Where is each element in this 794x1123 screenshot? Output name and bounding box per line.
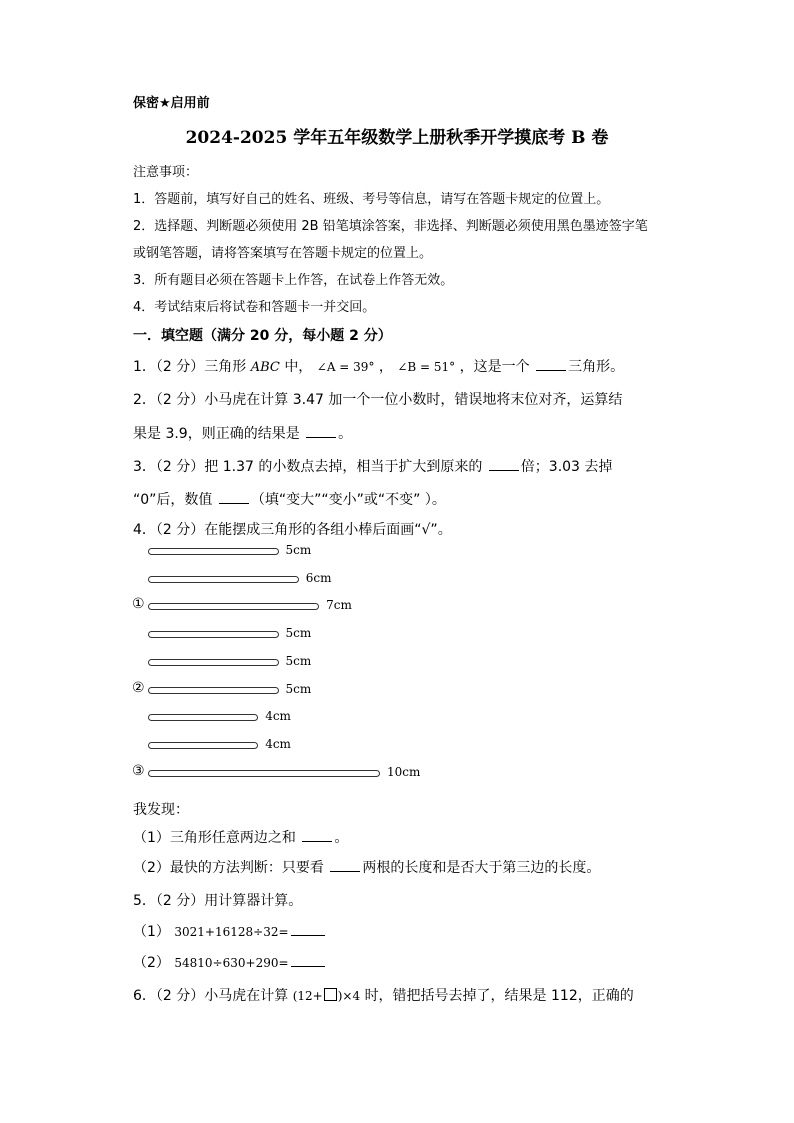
stick-length-label: 5cm: [285, 653, 312, 668]
q6-expr-b: )×4: [337, 989, 361, 1003]
discover-item-2: [133, 857, 600, 878]
q5-part-1: [133, 921, 325, 942]
q6-box: [324, 988, 337, 1001]
q1-mid: 中，: [284, 359, 313, 375]
question-5-stem: 5．（2 分）用计算器计算。: [133, 893, 303, 909]
question-2-line1: 2．（2 分）小马虎在计算 3.47 加一个一位小数时，错误地将末位对齐，运算结: [133, 392, 623, 408]
stick-bar: [148, 548, 279, 555]
q3-text-a: 3．（2 分）把 1.37 的小数点去掉，相当于扩大到原来的: [133, 459, 483, 475]
d2-answer-blank[interactable]: [330, 857, 360, 872]
q1-sep: ，: [378, 359, 393, 375]
q5-p1-answer-blank[interactable]: [291, 921, 325, 936]
stick-length-label: 4cm: [265, 709, 291, 724]
question-3-line1: [133, 456, 612, 477]
q2-text: 果是 3.9，则正确的结果是: [133, 426, 300, 442]
q1-answer-blank[interactable]: [536, 356, 566, 371]
d1-text: （1）三角形任意两边之和: [133, 830, 296, 846]
q1-angle-b: ∠B = 51°: [397, 360, 456, 374]
stick-bar: [148, 770, 380, 777]
q1-suffix2: 三角形。: [568, 359, 625, 375]
q3-answer-blank-2[interactable]: [219, 489, 249, 504]
stick-length-label: 10cm: [387, 764, 421, 779]
q3-text-c: “0”后，数值: [133, 492, 213, 508]
group-marker: ②: [132, 679, 145, 696]
stick-length-label: 4cm: [265, 736, 291, 751]
question-6: [133, 986, 634, 1006]
note-item: 2．选择题、判断题必须使用 2B 铅笔填涂答案，非选择、判断题必须使用黑色墨迹签字笔: [133, 219, 648, 234]
note-item: 4．考试结束后将试卷和答题卡一并交回。: [133, 300, 376, 315]
stick-length-label: 5cm: [285, 626, 312, 641]
q3-text-b: 倍；3.03 去掉: [520, 459, 613, 475]
question-1: [133, 356, 624, 378]
q6-prefix: 6．（2 分）小马虎在计算: [133, 988, 289, 1004]
q1-prefix: 1．（2 分）三角形: [133, 359, 247, 375]
notes-heading: 注意事项：: [133, 165, 199, 180]
q1-suffix1: ，这是一个: [459, 359, 530, 375]
q1-triangle-name: ABC: [250, 360, 280, 375]
page-title: 2024-2025 学年五年级数学上册秋季开学摸底考 B 卷: [185, 128, 609, 148]
d1-answer-blank[interactable]: [302, 827, 332, 842]
discover-label: 我发现：: [133, 802, 189, 818]
q3-answer-blank-1[interactable]: [489, 456, 519, 471]
stick-length-label: 5cm: [285, 543, 312, 557]
stick-bar: [148, 576, 299, 583]
stick-bar: [148, 687, 279, 694]
stick-bar: [148, 659, 279, 666]
q5-part-2: [133, 952, 325, 973]
d2-end: 两根的长度和是否大于第三边的长度。: [362, 860, 601, 876]
stick-bar: [148, 603, 319, 610]
confidential-label: 保密★启用前: [133, 96, 210, 111]
section-heading: 一．填空题（满分 20 分，每小题 2 分）: [133, 328, 392, 344]
stick-bar: [148, 631, 279, 638]
note-item: 1．答题前，填写好自己的姓名、班级、考号等信息，请写在答题卡规定的位置上。: [133, 192, 610, 207]
group-marker: ③: [132, 762, 145, 779]
q6-suffix: 时，错把括号去掉了，结果是 112，正确的: [364, 988, 634, 1004]
q5-p2-answer-blank[interactable]: [291, 952, 325, 967]
note-item: 3．所有题目必须在答题卡上作答，在试卷上作答无效。: [133, 273, 454, 288]
q3-text-e: ）。: [424, 492, 446, 508]
q5-p1-expr: 3021+16128÷32=: [174, 925, 289, 939]
group-marker: ①: [132, 596, 145, 613]
q2-end: 。: [338, 426, 353, 442]
stick-length-label: 5cm: [285, 681, 312, 696]
question-3-line2: [133, 489, 446, 510]
stick-length-label: 6cm: [305, 570, 332, 585]
question-2-line2: [133, 423, 352, 444]
stick-length-label: 7cm: [326, 598, 352, 613]
q5-p2-expr: 54810÷630+290=: [174, 956, 289, 970]
stick-bar: [148, 714, 258, 721]
d2-text: （2）最快的方法判断：只要看: [133, 860, 324, 876]
q1-angle-a: ∠A = 39°: [316, 360, 375, 374]
note-item: 或钢笔答题，请将答案填写在答题卡规定的位置上。: [133, 246, 433, 261]
discover-item-1: [133, 827, 348, 848]
q2-answer-blank[interactable]: [306, 423, 336, 438]
q3-text-d: （填“变大”“变小”或“不变”: [250, 492, 421, 508]
stick-bar: [148, 742, 258, 749]
d1-end: 。: [334, 830, 349, 846]
question-4-stem: 4．（2 分）在能摆成三角形的各组小棒后面画“√”。: [133, 522, 452, 538]
q5-p1-label: （1）: [133, 924, 170, 940]
q6-expr-a: (12+: [292, 989, 323, 1003]
q5-p2-label: （2）: [133, 955, 170, 971]
